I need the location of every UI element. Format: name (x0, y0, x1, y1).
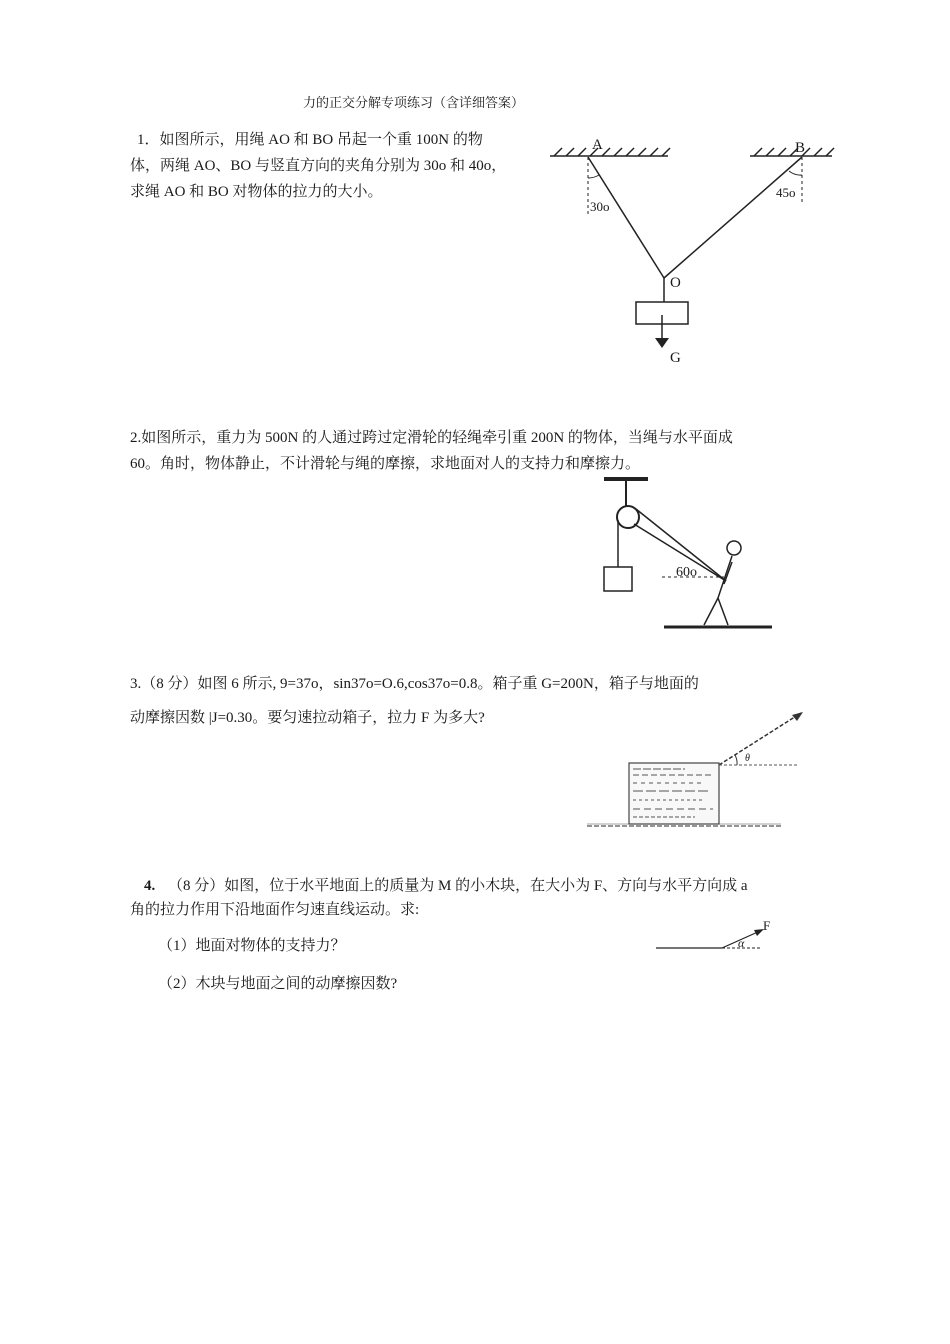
q4-figure (650, 915, 780, 960)
ceiling-b (750, 148, 834, 156)
angle-arc (735, 755, 737, 765)
label-b: B (795, 140, 806, 156)
q1-line-2: 体，两绳 AO、BO 与竖直方向的夹角分别为 30o 和 40o， (130, 158, 507, 174)
angle-label: θ (745, 753, 750, 764)
angle-arc-a (588, 175, 599, 178)
rope-ao (588, 157, 664, 278)
hanging-weight (604, 567, 632, 591)
angle-arc-b (789, 171, 802, 175)
q1-line-1: 1．如图所示，用绳 AO 和 BO 吊起一个重 100N 的物 (137, 132, 483, 148)
q3-line-1: 3.（8 分）如图 6 所示, 9=37o，sin37o=O.6,cos37o=0.8。箱子重 G=200N，箱子与地面的 (130, 676, 699, 692)
force-arrow-line (719, 713, 801, 765)
q1-line-3: 求绳 AO 和 BO 对物体的拉力的大小。 (130, 184, 383, 200)
ceiling-a (550, 148, 670, 156)
angle-label: 60o (676, 565, 697, 580)
q4-line-1: （8 分）如图，位于水平地面上的质量为 M 的小木块，在大小为 F、方向与水平方向成 a (168, 878, 748, 894)
force-arrow-head (792, 712, 803, 721)
angle-label-a: 30o (590, 199, 610, 214)
page-title: 力的正交分解专项练习（含详细答案） (303, 96, 525, 111)
q4-sub-1: （1）地面对物体的支持力？ (158, 938, 346, 954)
q4-line-2: 角的拉力作用下沿地面作匀速直线运动。求: (130, 902, 420, 918)
person-leg-right (718, 598, 728, 625)
rope-bo (664, 157, 802, 278)
q3-figure (585, 705, 815, 835)
force-label: F (763, 918, 771, 933)
person-head (727, 541, 741, 555)
q2-line-2: 60。角时，物体静止，不计滑轮与绳的摩擦，求地面对人的支持力和摩擦力。 (130, 456, 641, 472)
q2-figure (590, 470, 790, 640)
person-leg-left (704, 598, 718, 625)
q4-number: 4. (144, 878, 156, 894)
label-a: A (592, 137, 603, 153)
angle-label-b: 45o (776, 185, 796, 200)
angle-label: α (738, 936, 745, 950)
q2-line-1: 2.如图所示，重力为 500N 的人通过跨过定滑轮的轻绳牵引重 200N 的物体，当绳与水平面成 (130, 430, 733, 446)
q4-sub-2: （2）木块与地面之间的动摩擦因数? (158, 976, 398, 992)
q3-line-2: 动摩擦因数 |J=0.30。要匀速拉动箱子，拉力 F 为多大? (130, 710, 485, 726)
gravity-arrow-head (655, 338, 669, 348)
person-arm (724, 562, 732, 584)
label-g: G (670, 350, 681, 366)
box (629, 763, 719, 824)
label-o: O (670, 275, 681, 291)
q1-figure (540, 130, 850, 370)
